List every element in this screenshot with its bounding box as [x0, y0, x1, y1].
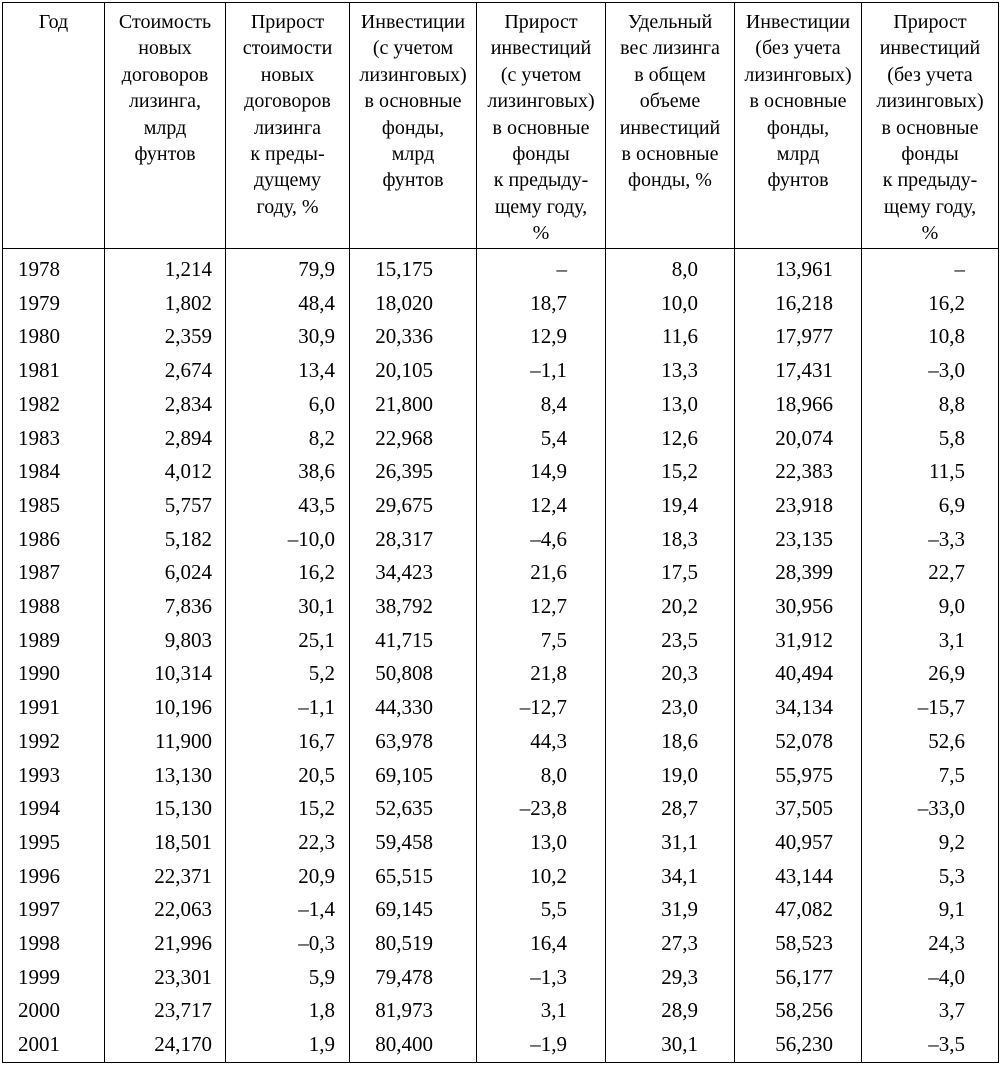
table-row [3, 725, 999, 759]
value-cell: –23,8 [477, 792, 606, 826]
year-cell: 1995 [3, 826, 105, 860]
value-cell: 25,1 [226, 624, 350, 658]
header-line: вес лизинга [620, 37, 720, 60]
value-cell: –1,3 [477, 961, 606, 995]
table-row [3, 860, 999, 894]
value-cell: –1,1 [477, 354, 606, 388]
year-cell: 1980 [3, 320, 105, 354]
header-line: млрд [391, 143, 435, 166]
value-cell: 24,170 [105, 1028, 226, 1062]
value-cell: 50,808 [350, 657, 477, 691]
table-row [3, 590, 999, 624]
value-cell: –15,7 [862, 691, 999, 725]
header-line: договоров [121, 63, 209, 86]
value-cell: 18,7 [477, 287, 606, 321]
header-line: в основные [364, 90, 462, 113]
table-row [3, 624, 999, 658]
value-cell: 81,973 [350, 994, 477, 1028]
value-cell: 58,256 [735, 994, 862, 1028]
value-cell: 28,317 [350, 523, 477, 557]
value-cell: 13,130 [105, 759, 226, 793]
year-cell: 1998 [3, 927, 105, 961]
year-cell: 1985 [3, 489, 105, 523]
value-cell: 22,968 [350, 422, 477, 456]
year-cell: 2001 [3, 1028, 105, 1062]
value-cell: 29,675 [350, 489, 477, 523]
value-cell: 56,177 [735, 961, 862, 995]
value-cell: –1,1 [226, 691, 350, 725]
table-row [3, 320, 999, 354]
header-investment-without-leasing-growth [862, 3, 999, 249]
value-cell: 26,9 [862, 657, 999, 691]
value-cell: 5,8 [862, 422, 999, 456]
year-cell: 1986 [3, 523, 105, 557]
header-line: Стоимость [118, 11, 212, 33]
table-row [3, 354, 999, 388]
value-cell: 13,961 [735, 249, 862, 287]
header-line: лизинговых) [487, 90, 595, 113]
header-line: фонды [901, 143, 959, 166]
value-cell: 59,458 [350, 826, 477, 860]
header-line: Год [38, 11, 69, 33]
value-cell: 17,977 [735, 320, 862, 354]
value-cell: 16,2 [226, 556, 350, 590]
header-line: новых [138, 37, 192, 60]
header-line: щему году, [494, 195, 588, 218]
value-cell: 37,505 [735, 792, 862, 826]
value-cell: 15,175 [350, 249, 477, 287]
value-cell: 40,957 [735, 826, 862, 860]
year-cell: 1993 [3, 759, 105, 793]
header-line: инвестиций [879, 37, 981, 60]
year-cell: 1981 [3, 354, 105, 388]
table-row [3, 388, 999, 422]
value-cell: 26,395 [350, 455, 477, 489]
value-cell: 1,214 [105, 249, 226, 287]
value-cell: 16,218 [735, 287, 862, 321]
value-cell: 7,5 [477, 624, 606, 658]
table-header [3, 3, 999, 249]
value-cell: – [477, 249, 606, 287]
value-cell: –12,7 [477, 691, 606, 725]
value-cell: 29,3 [606, 961, 735, 995]
value-cell: 55,975 [735, 759, 862, 793]
value-cell: 40,494 [735, 657, 862, 691]
table-row [3, 422, 999, 456]
value-cell: 56,230 [735, 1028, 862, 1062]
header-line: % [532, 222, 550, 245]
value-cell: 2,674 [105, 354, 226, 388]
value-cell: 6,024 [105, 556, 226, 590]
value-cell: 2,834 [105, 388, 226, 422]
header-line: % [921, 222, 939, 245]
value-cell: 18,501 [105, 826, 226, 860]
table-row [3, 691, 999, 725]
value-cell: 9,2 [862, 826, 999, 860]
table-row [3, 994, 999, 1028]
value-cell: 30,1 [226, 590, 350, 624]
table-row [3, 792, 999, 826]
header-line: договоров [244, 90, 331, 113]
table-row [3, 455, 999, 489]
header-line: инвестиций [490, 37, 592, 60]
value-cell: 28,399 [735, 556, 862, 590]
value-cell: –3,5 [862, 1028, 999, 1062]
header-line: лизинговых) [876, 90, 984, 113]
value-cell: 80,519 [350, 927, 477, 961]
value-cell: –3,3 [862, 523, 999, 557]
header-line: фунтов [134, 143, 196, 166]
value-cell: 20,5 [226, 759, 350, 793]
year-cell: 1988 [3, 590, 105, 624]
value-cell: 17,5 [606, 556, 735, 590]
value-cell: 13,3 [606, 354, 735, 388]
value-cell: 12,4 [477, 489, 606, 523]
value-cell: 34,134 [735, 691, 862, 725]
value-cell: 11,900 [105, 725, 226, 759]
value-cell: 3,1 [862, 624, 999, 658]
value-cell: 17,431 [735, 354, 862, 388]
value-cell: 30,1 [606, 1028, 735, 1062]
value-cell: 22,3 [226, 826, 350, 860]
value-cell: 41,715 [350, 624, 477, 658]
value-cell: 18,6 [606, 725, 735, 759]
value-cell: 10,0 [606, 287, 735, 321]
value-cell: 9,0 [862, 590, 999, 624]
year-cell: 1987 [3, 556, 105, 590]
value-cell: 13,0 [477, 826, 606, 860]
table-row [3, 927, 999, 961]
header-line: Инвестиции [745, 11, 851, 33]
header-investment-with-leasing-growth [477, 3, 606, 249]
table-row [3, 287, 999, 321]
value-cell: 8,8 [862, 388, 999, 422]
header-line: лизинговых) [744, 63, 852, 86]
header-line: году, % [256, 195, 319, 218]
value-cell: 9,803 [105, 624, 226, 658]
year-cell: 1997 [3, 893, 105, 927]
table-row [3, 759, 999, 793]
table-row [3, 657, 999, 691]
value-cell: 18,020 [350, 287, 477, 321]
value-cell: 2,359 [105, 320, 226, 354]
header-investment-with-leasing [350, 3, 477, 249]
value-cell: 30,9 [226, 320, 350, 354]
value-cell: 6,0 [226, 388, 350, 422]
year-cell: 1994 [3, 792, 105, 826]
value-cell: 38,792 [350, 590, 477, 624]
header-year [3, 3, 105, 249]
value-cell: 22,7 [862, 556, 999, 590]
value-cell: 20,2 [606, 590, 735, 624]
header-line: фонды, [766, 116, 830, 139]
value-cell: 12,6 [606, 422, 735, 456]
value-cell: 18,966 [735, 388, 862, 422]
header-line: фонды, % [628, 169, 712, 192]
header-line: Прирост [504, 11, 578, 33]
header-line: щему году, [883, 195, 977, 218]
value-cell: 23,0 [606, 691, 735, 725]
value-cell: 79,478 [350, 961, 477, 995]
header-line: к предыду- [493, 169, 589, 192]
value-cell: 22,383 [735, 455, 862, 489]
value-cell: 34,423 [350, 556, 477, 590]
header-line: объеме [639, 90, 701, 113]
year-cell: 1989 [3, 624, 105, 658]
header-investment-without-leasing [735, 3, 862, 249]
value-cell: 21,6 [477, 556, 606, 590]
value-cell: 22,063 [105, 893, 226, 927]
header-line: (без учета [755, 37, 841, 60]
value-cell: 21,996 [105, 927, 226, 961]
value-cell: 63,978 [350, 725, 477, 759]
header-line: млрд [776, 143, 820, 166]
header-row [3, 3, 999, 249]
header-line: в основные [621, 143, 719, 166]
value-cell: – [862, 249, 999, 287]
value-cell: –1,9 [477, 1028, 606, 1062]
year-cell: 1983 [3, 422, 105, 456]
value-cell: 23,918 [735, 489, 862, 523]
value-cell: 21,8 [477, 657, 606, 691]
value-cell: 20,9 [226, 860, 350, 894]
value-cell: 31,1 [606, 826, 735, 860]
value-cell: 2,894 [105, 422, 226, 456]
header-line: фонды [512, 143, 570, 166]
value-cell: 43,5 [226, 489, 350, 523]
value-cell: 10,2 [477, 860, 606, 894]
value-cell: 20,074 [735, 422, 862, 456]
value-cell: 27,3 [606, 927, 735, 961]
value-cell: 7,5 [862, 759, 999, 793]
value-cell: 80,400 [350, 1028, 477, 1062]
value-cell: 52,635 [350, 792, 477, 826]
value-cell: 5,757 [105, 489, 226, 523]
value-cell: 23,301 [105, 961, 226, 995]
value-cell: 7,836 [105, 590, 226, 624]
value-cell: 69,105 [350, 759, 477, 793]
year-cell: 1999 [3, 961, 105, 995]
value-cell: 16,4 [477, 927, 606, 961]
value-cell: 28,7 [606, 792, 735, 826]
value-cell: 11,5 [862, 455, 999, 489]
table-row [3, 961, 999, 995]
header-line: в основные [881, 116, 979, 139]
value-cell: –1,4 [226, 893, 350, 927]
value-cell: 3,1 [477, 994, 606, 1028]
table-row [3, 826, 999, 860]
value-cell: 48,4 [226, 287, 350, 321]
value-cell: 8,4 [477, 388, 606, 422]
value-cell: 30,956 [735, 590, 862, 624]
header-line: Прирост [250, 11, 325, 33]
value-cell: 10,8 [862, 320, 999, 354]
value-cell: 34,1 [606, 860, 735, 894]
value-cell: 8,0 [606, 249, 735, 287]
header-line: в общем [634, 63, 706, 86]
year-cell: 1991 [3, 691, 105, 725]
value-cell: 5,3 [862, 860, 999, 894]
value-cell: 31,9 [606, 893, 735, 927]
value-cell: 22,371 [105, 860, 226, 894]
value-cell: 15,2 [226, 792, 350, 826]
value-cell: –4,6 [477, 523, 606, 557]
value-cell: 15,2 [606, 455, 735, 489]
value-cell: 58,523 [735, 927, 862, 961]
table-row [3, 1028, 999, 1062]
value-cell: 16,2 [862, 287, 999, 321]
value-cell: 20,336 [350, 320, 477, 354]
value-cell: 8,0 [477, 759, 606, 793]
header-line: лизинговых) [359, 63, 467, 86]
header-line: Инвестиции [360, 11, 466, 33]
value-cell: 44,330 [350, 691, 477, 725]
header-line: (без учета [887, 63, 973, 86]
header-line: дущему [253, 169, 322, 192]
header-line: фунтов [767, 169, 829, 192]
year-cell: 2000 [3, 994, 105, 1028]
header-line: лизинга [253, 116, 322, 139]
value-cell: 24,3 [862, 927, 999, 961]
value-cell: 38,6 [226, 455, 350, 489]
value-cell: 3,7 [862, 994, 999, 1028]
value-cell: 12,9 [477, 320, 606, 354]
value-cell: –0,3 [226, 927, 350, 961]
value-cell: 1,8 [226, 994, 350, 1028]
value-cell: 52,6 [862, 725, 999, 759]
header-line: стоимости [242, 37, 333, 60]
value-cell: 5,182 [105, 523, 226, 557]
value-cell: 23,717 [105, 994, 226, 1028]
table-row [3, 556, 999, 590]
value-cell: 69,145 [350, 893, 477, 927]
header-line: к предыду- [882, 169, 978, 192]
value-cell: 79,9 [226, 249, 350, 287]
value-cell: 15,130 [105, 792, 226, 826]
value-cell: 20,3 [606, 657, 735, 691]
value-cell: 11,6 [606, 320, 735, 354]
value-cell: 19,4 [606, 489, 735, 523]
header-line: лизинга, [128, 90, 202, 113]
value-cell: 21,800 [350, 388, 477, 422]
value-cell: 1,9 [226, 1028, 350, 1062]
value-cell: –3,0 [862, 354, 999, 388]
year-cell: 1979 [3, 287, 105, 321]
value-cell: 31,912 [735, 624, 862, 658]
value-cell: 44,3 [477, 725, 606, 759]
header-line: фунтов [382, 169, 444, 192]
header-line: в основные [749, 90, 847, 113]
header-new-lease-value [105, 3, 226, 249]
header-line: (с учетом [500, 63, 582, 86]
header-line: новых [260, 63, 315, 86]
value-cell: 52,078 [735, 725, 862, 759]
header-line: фонды, [381, 116, 445, 139]
value-cell: 47,082 [735, 893, 862, 927]
header-line: (с учетом [372, 37, 454, 60]
year-cell: 1996 [3, 860, 105, 894]
value-cell: 1,802 [105, 287, 226, 321]
leasing-statistics-table [2, 2, 999, 1063]
value-cell: 23,135 [735, 523, 862, 557]
table-row [3, 249, 999, 287]
header-leasing-share [606, 3, 735, 249]
value-cell: 13,0 [606, 388, 735, 422]
header-line: Удельный [627, 11, 713, 33]
header-line: млрд [143, 116, 187, 139]
value-cell: 18,3 [606, 523, 735, 557]
value-cell: 4,012 [105, 455, 226, 489]
value-cell: –10,0 [226, 523, 350, 557]
value-cell: 12,7 [477, 590, 606, 624]
value-cell: 19,0 [606, 759, 735, 793]
table-row [3, 523, 999, 557]
value-cell: 20,105 [350, 354, 477, 388]
table-body [3, 249, 999, 1063]
year-cell: 1984 [3, 455, 105, 489]
table-row [3, 893, 999, 927]
year-cell: 1992 [3, 725, 105, 759]
value-cell: 8,2 [226, 422, 350, 456]
value-cell: 16,7 [226, 725, 350, 759]
header-line: в основные [492, 116, 590, 139]
value-cell: 10,196 [105, 691, 226, 725]
value-cell: –4,0 [862, 961, 999, 995]
year-cell: 1990 [3, 657, 105, 691]
table-row [3, 489, 999, 523]
header-line: инвестиций [619, 116, 721, 139]
value-cell: 5,2 [226, 657, 350, 691]
value-cell: 10,314 [105, 657, 226, 691]
value-cell: 28,9 [606, 994, 735, 1028]
value-cell: 6,9 [862, 489, 999, 523]
header-line: Прирост [893, 11, 967, 33]
header-new-lease-growth [226, 3, 350, 249]
value-cell: 14,9 [477, 455, 606, 489]
value-cell: 23,5 [606, 624, 735, 658]
value-cell: 5,9 [226, 961, 350, 995]
header-line: к преды- [250, 143, 325, 166]
year-cell: 1982 [3, 388, 105, 422]
value-cell: 9,1 [862, 893, 999, 927]
value-cell: 5,5 [477, 893, 606, 927]
value-cell: 5,4 [477, 422, 606, 456]
value-cell: 43,144 [735, 860, 862, 894]
year-cell: 1978 [3, 249, 105, 287]
value-cell: –33,0 [862, 792, 999, 826]
value-cell: 13,4 [226, 354, 350, 388]
value-cell: 65,515 [350, 860, 477, 894]
